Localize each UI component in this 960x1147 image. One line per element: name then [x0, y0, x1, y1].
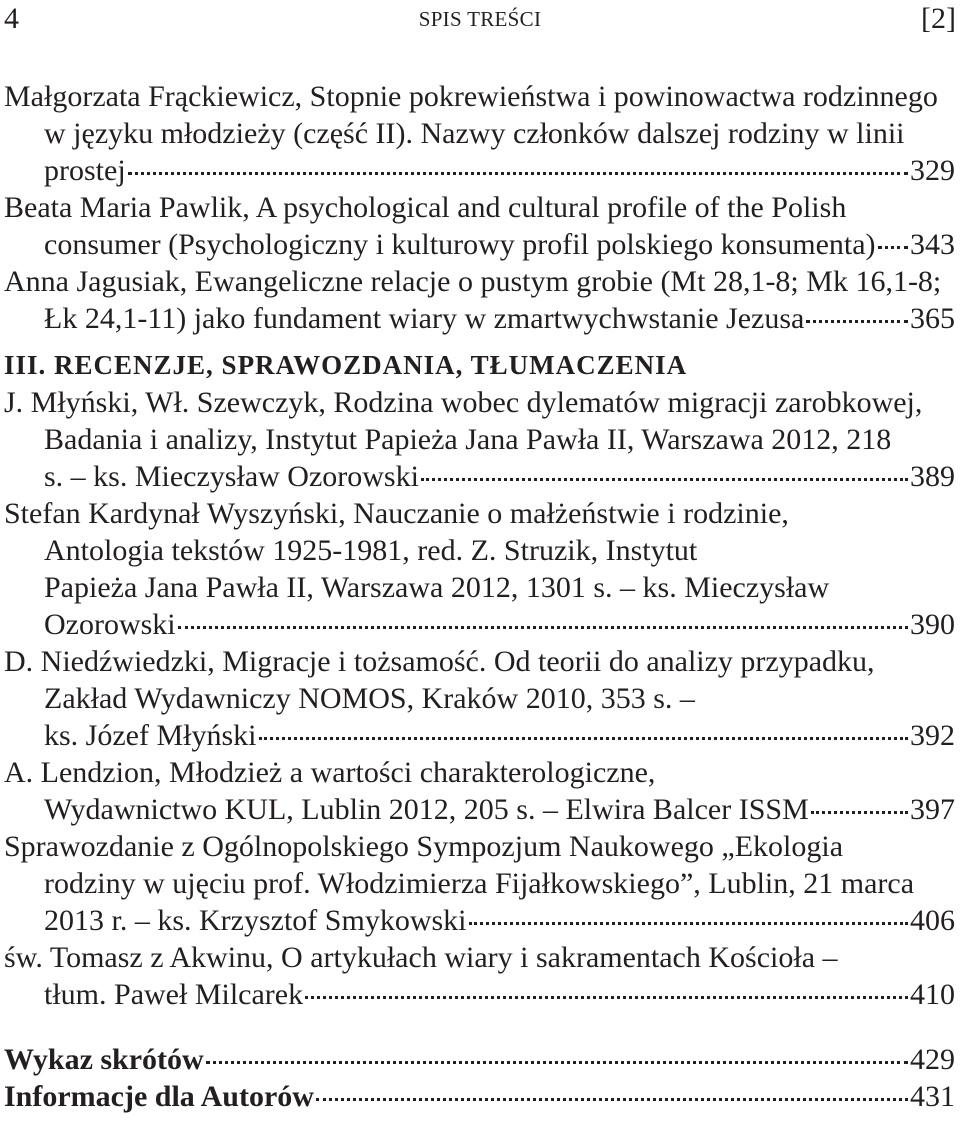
- dot-leader: [878, 246, 908, 249]
- toc-entry-line: rodziny w ujęciu prof. Włodzimierza Fijałkowskiego”, Lublin, 21 marca: [44, 867, 915, 900]
- toc-page-number: 406: [910, 904, 955, 937]
- toc-page-number: 390: [910, 608, 955, 641]
- toc-entry-text: tłum. Paweł Milcarek: [44, 978, 304, 1011]
- toc-entry[interactable]: [4, 643, 955, 754]
- toc-page-number: 365: [910, 302, 955, 335]
- toc-entry-last-line: [4, 606, 955, 643]
- toc-entry-last-line: [4, 458, 955, 495]
- dot-leader: [421, 478, 908, 481]
- toc-entry-text: Wykaz skrótów: [4, 1043, 204, 1076]
- toc-entry-last-line: [4, 226, 955, 263]
- toc-entry-last-line: [4, 791, 955, 828]
- toc-entry[interactable]: [4, 384, 955, 495]
- toc-entry-line: Sprawozdanie z Ogólnopolskiego Sympozjum Naukowego „Ekologia: [4, 830, 844, 863]
- toc-entry-line: Badania i analizy, Instytut Papieża Jana Pawła II, Warszawa 2012, 218: [44, 423, 892, 456]
- toc-entry-last-line: [4, 976, 955, 1013]
- toc-entry-authors-info[interactable]: [4, 1078, 955, 1115]
- toc-entry-line: Antologia tekstów 1925-1981, red. Z. Struzik, Instytut: [44, 534, 698, 567]
- toc-entry[interactable]: [4, 263, 955, 337]
- toc-entry-line: w języku młodzieży (część II). Nazwy członków dalszej rodziny w linii: [44, 117, 905, 150]
- toc-entry-text: Informacje dla Autorów: [4, 1080, 314, 1113]
- toc-page-number: 329: [910, 154, 955, 187]
- toc-entry-text: Ozorowski: [44, 608, 176, 641]
- toc-entry-line: św. Tomasz z Akwinu, O artykułach wiary i sakramentach Kościoła –: [4, 941, 838, 974]
- toc-page-number: 410: [910, 978, 955, 1011]
- toc-entry-line: Papieża Jana Pawła II, Warszawa 2012, 1301 s. – ks. Mieczysław: [44, 571, 830, 604]
- toc-entry[interactable]: [4, 189, 955, 263]
- toc-entry-text: Łk 24,1-11) jako fundament wiary w zmartwychwstanie Jezusa: [44, 302, 805, 335]
- dot-leader: [469, 922, 909, 925]
- toc-entry[interactable]: [4, 828, 955, 939]
- dot-leader: [806, 320, 908, 323]
- toc-page-number: 431: [910, 1080, 955, 1113]
- toc-entry-last-line: [4, 152, 955, 189]
- toc-entry-line: J. Młyński, Wł. Szewczyk, Rodzina wobec dylematów migracji zarobkowej,: [4, 386, 923, 419]
- toc-entry[interactable]: [4, 78, 955, 189]
- page-number: 4: [4, 2, 19, 35]
- toc-entry-line: Stefan Kardynał Wyszyński, Nauczanie o małżeństwie i rodzinie,: [4, 497, 789, 530]
- section-heading: III. RECENZJE, SPRAWOZDANIA, TŁUMACZENIA: [4, 350, 688, 380]
- toc-entry-text: 2013 r. – ks. Krzysztof Smykowski: [44, 904, 467, 937]
- toc-entry-line: Anna Jagusiak, Ewangeliczne relacje o pustym grobie (Mt 28,1-8; Mk 16,1-8;: [4, 265, 942, 298]
- dot-leader: [128, 172, 908, 175]
- toc-entry[interactable]: [4, 939, 955, 1013]
- toc-entry-text: ks. Józef Młyński: [44, 719, 257, 752]
- dot-leader: [305, 996, 908, 999]
- toc-entry[interactable]: [4, 495, 955, 643]
- toc-entry-last-line: [4, 300, 955, 337]
- dot-leader: [259, 737, 909, 740]
- toc-page-number: 389: [910, 460, 955, 493]
- toc-page-number: 397: [910, 793, 955, 826]
- dot-leader: [811, 811, 908, 814]
- toc-entry-last-line: [4, 902, 955, 939]
- toc-entry-line: Małgorzata Frąckiewicz, Stopnie pokrewieństwa i powinowactwa rodzinnego: [4, 80, 938, 113]
- toc-entry[interactable]: [4, 754, 955, 828]
- dot-leader: [178, 626, 908, 629]
- toc-entry-text: consumer (Psychologiczny i kulturowy profil polskiego konsumenta): [44, 228, 876, 261]
- toc-entry-text: s. – ks. Mieczysław Ozorowski: [44, 460, 419, 493]
- toc-entry-line: D. Niedźwiedzki, Migracje i tożsamość. Od teorii do analizy przypadku,: [4, 645, 875, 678]
- dot-leader: [316, 1098, 908, 1101]
- toc-entry-text: prostej: [44, 154, 126, 187]
- toc-page-number: 392: [910, 719, 955, 752]
- spacer: [4, 1013, 955, 1041]
- toc-entry-last-line: [4, 717, 955, 754]
- toc-entry-line: Zakład Wydawniczy NOMOS, Kraków 2010, 353 s. –: [44, 682, 695, 715]
- running-title: SPIS TREŚCI: [418, 7, 542, 31]
- toc-entry-line: Beata Maria Pawlik, A psychological and cultural profile of the Polish: [4, 191, 847, 224]
- toc-page-number: 429: [910, 1043, 955, 1076]
- table-of-contents: [4, 78, 955, 1115]
- toc-entry-abbreviations[interactable]: [4, 1041, 955, 1078]
- volume-number: [2]: [921, 2, 956, 35]
- toc-page-number: 343: [910, 228, 955, 261]
- toc-entry-text: Wydawnictwo KUL, Lublin 2012, 205 s. – Elwira Balcer ISSM: [44, 793, 809, 826]
- dot-leader: [206, 1061, 908, 1064]
- running-header: [4, 0, 956, 40]
- toc-entry-line: A. Lendzion, Młodzież a wartości charakterologiczne,: [4, 756, 656, 789]
